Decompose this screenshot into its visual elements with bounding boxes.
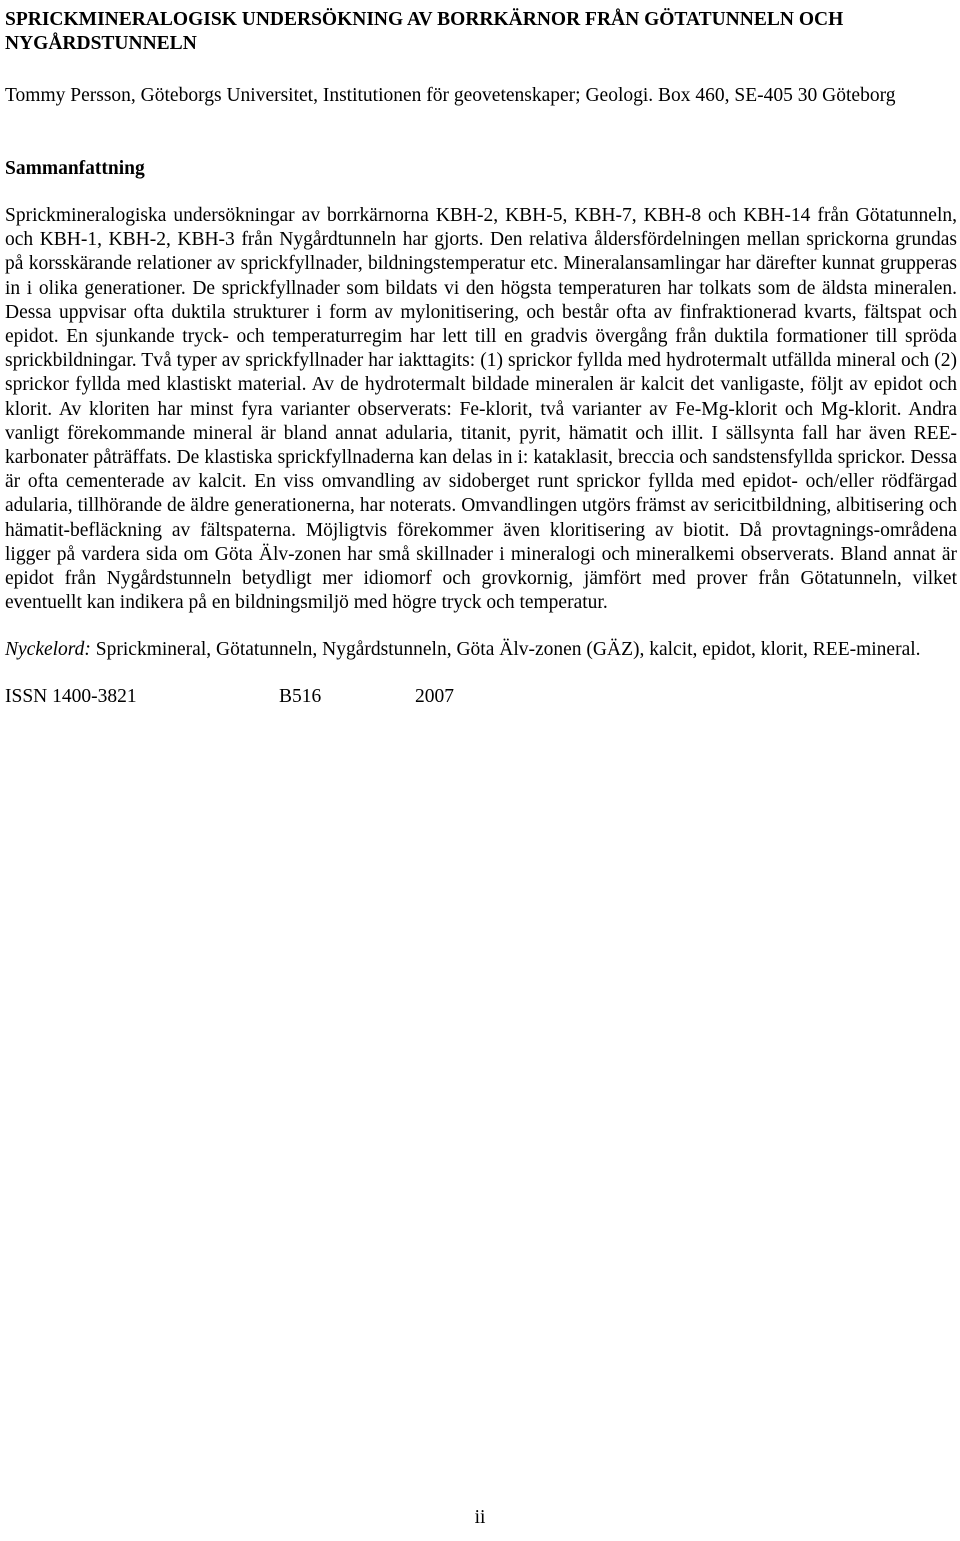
document-title: SPRICKMINERALOGISK UNDERSÖKNING AV BORRKÄRNOR FRÅN GÖTATUNNELN OCH NYGÅRDSTUNNELN [5,9,844,54]
section-heading: Sammanfattning [5,158,145,179]
author-affiliation: Tommy Persson, Göteborgs Universitet, Institutionen för geovetenskaper; Geologi. Box 460, SE-405 30 Göteborg [5,85,896,106]
keywords-text: Sprickmineral, Götatunneln, Nygårdstunneln, Göta Älv-zonen (GÄZ), kalcit, epidot, klorit, REE-mineral. [90,639,921,661]
publication-info [5,685,957,709]
issn: ISSN 1400-3821 [5,686,137,708]
page-number: ii [474,1507,486,1528]
report-number: B516 [279,686,322,708]
abstract-paragraph: Sprickmineralogiska undersökningar av borrkärnorna KBH-2, KBH-5, KBH-7, KBH-8 och KBH-14 från Götatunneln, och KBH-1, KBH-2, KBH-3 från Nygårdtunneln har gjorts. Den relativa åldersfördelningen mellan sprickorna grundas på korsskärande relationer av sprickfyllnader, bildningstemperatur etc. Mineralansamlingar har därefter kunnat grupperas in i olika generationer. De sprickfyllnader som bildats vi den högsta temperaturen har tolkats som de äldsta mineralen. Dessa uppvisar ofta duktila strukturer i form av mylonitisering, och består ofta av finfraktionerad kvarts, fältspat och epidot. En sjunkande tryck- och temperaturregim har lett till en gradvis övergång från duktila formationer till spröda sprickbildningar. Två typer av sprickfyllnader har iakttagits: (1) sprickor fyllda med hydrotermalt utfällda mineral och (2) sprickor fyllda med klastiskt material. Av de hydrotermalt bildade mineralen är kalcit det vanligaste, följt av epidot och klorit. Av kloriten har minst fyra varianter observerats: Fe-klorit, två varianter av Fe-Mg-klorit och Mg-klorit. Andra vanligt förekommande mineral är bland annat adularia, titanit, pyrit, hämatit och illit. I sällsynta fall har även REE-karbonater påträffats. De klastiska sprickfyllnaderna kan delas in i: kataklasit, breccia och sandstensfyllda sprickor. Dessa är ofta cementerade av kalcit. En viss omvandling av sidoberget runt sprickor fyllda med epidot- och/eller rödfärgad adularia, tillhörande de äldre generationerna, har noterats. Omvandlingen utgörs främst av sericitbildning, albitisering och hämatit-befläckning av fältspaterna. Möjligtvis förekommer även kloritisering av biotit. Då provtagnings-områdena ligger på vardera sida om Göta Älv-zonen har små skillnader i mineralogi och mineralkemi observerats. Bland annat är epidot från Nygårdstunneln betydligt mer idiomorf och grovkornig, jämfört med prover från Götatunneln, vilket eventuellt kan indikera på en bildningsmiljö med högre tryck och temperatur. [5,205,957,614]
keywords-line [5,638,957,662]
document-page [5,0,957,709]
publication-year: 2007 [415,686,454,708]
keywords-label: Nyckelord: [5,639,91,661]
